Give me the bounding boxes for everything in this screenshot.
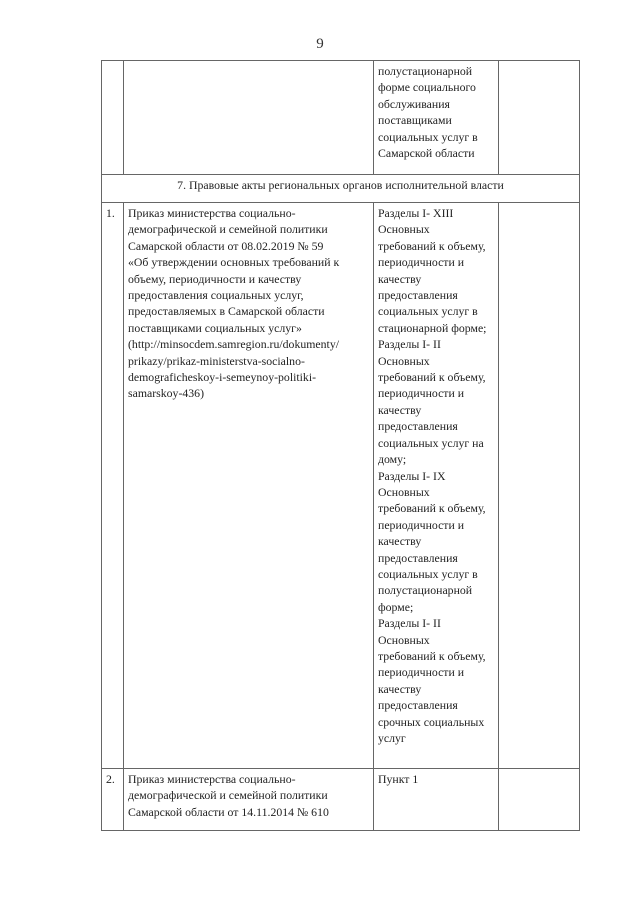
scope-line: качеству (378, 402, 422, 417)
scope-line: Пункт 1 (378, 772, 419, 786)
scope-line: Основных (378, 353, 430, 368)
row-number: 2. (102, 769, 124, 831)
scope-line: требований к объему, (378, 501, 486, 516)
scope-cell (374, 203, 499, 769)
scope-line: социальных услуг в (378, 566, 478, 581)
act-link-line[interactable]: prikazy/prikaz-ministerstva-socialno- (128, 353, 305, 368)
table-row-continuation (102, 61, 580, 175)
scope-line: предоставления (378, 419, 458, 434)
scope-line: предоставления (378, 550, 458, 565)
scope-line: обслуживания (378, 96, 450, 111)
act-link-line[interactable]: demograficheskoy-i-semeynoy-politiki- (128, 370, 317, 385)
scope-line: Разделы I- II (378, 616, 441, 631)
scope-line: форме социального (378, 80, 476, 95)
act-name-line: поставщиками социальных услуг» (128, 320, 302, 335)
act-name-line: Самарской области от 14.11.2014 № 610 (128, 804, 329, 819)
act-name-cell (124, 203, 374, 769)
act-name-line: демографической и семейной политики (128, 222, 328, 237)
scope-cell (374, 61, 499, 175)
notes-cell (499, 203, 580, 769)
scope-line: требований к объему, (378, 648, 486, 663)
notes-cell (499, 61, 580, 175)
scope-line: Основных (378, 632, 430, 647)
act-name-line: «Об утверждении основных требований к (128, 255, 340, 270)
scope-line: периодичности и (378, 386, 465, 401)
scope-line: Самарской области (378, 146, 475, 161)
scope-line: социальных услуг в (378, 304, 478, 319)
scope-line: периодичности и (378, 517, 465, 532)
act-name-line: предоставления социальных услуг, (128, 288, 304, 303)
scope-cell (374, 769, 499, 831)
scope-line: предоставления (378, 698, 458, 713)
scope-line: требований к объему, (378, 370, 486, 385)
act-name-line: Приказ министерства социально- (128, 206, 296, 220)
table-row (102, 769, 580, 831)
scope-line: периодичности и (378, 665, 465, 680)
scope-line: периодичности и (378, 255, 465, 270)
row-number: 1. (102, 203, 124, 769)
scope-line: социальных услуг в (378, 129, 478, 144)
scope-line: полустационарной (378, 64, 473, 78)
act-name-line: демографической и семейной политики (128, 788, 328, 803)
scope-line: Разделы I- XIII (378, 206, 454, 220)
section-header-row (102, 175, 580, 203)
scope-line: полустационарной (378, 583, 473, 598)
scope-line: качеству (378, 271, 422, 286)
scope-line: социальных услуг на (378, 435, 484, 450)
scope-line: услуг (378, 731, 406, 745)
scope-line: Разделы I- IX (378, 468, 446, 483)
scope-line: Основных (378, 222, 430, 237)
scope-line: Основных (378, 484, 430, 499)
act-name-cell (124, 769, 374, 831)
table-row (102, 203, 580, 769)
act-name-line: Самарской области от 08.02.2019 № 59 (128, 238, 324, 253)
act-name-cell (124, 61, 374, 175)
scope-line: предоставления (378, 288, 458, 303)
number-cell (102, 61, 124, 175)
scope-line: Разделы I- II (378, 337, 441, 352)
scope-line: качеству (378, 681, 422, 696)
act-name-line: Приказ министерства социально- (128, 772, 296, 786)
act-name-line: объему, периодичности и качеству (128, 271, 302, 286)
act-name-line: предоставляемых в Самарской области (128, 304, 325, 319)
scope-line: качеству (378, 534, 422, 549)
notes-cell (499, 769, 580, 831)
section-title: 7. Правовые акты региональных органов исполнительной власти (102, 175, 580, 203)
scope-line: форме; (378, 599, 414, 614)
scope-line: стационарной форме; (378, 320, 487, 335)
scope-line: дому; (378, 452, 407, 467)
scope-line: срочных социальных (378, 714, 485, 729)
legal-acts-table (101, 60, 580, 831)
act-link-line[interactable]: samarskoy-436) (128, 386, 205, 401)
scope-line: поставщиками (378, 113, 452, 128)
scope-line: требований к объему, (378, 238, 486, 253)
page-number: 9 (316, 36, 324, 52)
act-link-line[interactable]: (http://minsocdem.samregion.ru/dokumenty/ (128, 337, 340, 352)
